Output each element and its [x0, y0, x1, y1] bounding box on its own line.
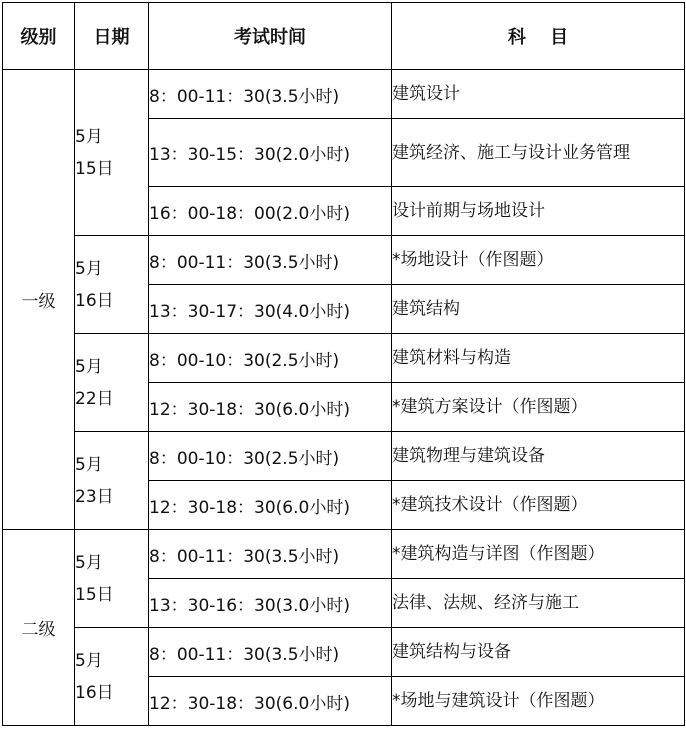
time-cell: 12：30-18：30(6.0小时): [149, 481, 392, 530]
header-subject: 科 目: [392, 3, 685, 70]
time-cell: 16：00-18：00(2.0小时): [149, 187, 392, 236]
table-row: [3, 530, 685, 579]
subject-cell: *场地设计（作图题）: [392, 236, 685, 285]
time-cell: 13：30-16：30(3.0小时): [149, 579, 392, 628]
date-cell: [75, 70, 149, 236]
date-month: 5月: [75, 258, 103, 279]
subject-cell: 建筑物理与建筑设备: [392, 432, 685, 481]
subject-cell: *建筑方案设计（作图题）: [392, 383, 685, 432]
date-day: 22日: [75, 388, 114, 409]
subject-cell: 法律、法规、经济与施工: [392, 579, 685, 628]
time-cell: 13：30-17：30(4.0小时): [149, 285, 392, 334]
time-cell: 13：30-15：30(2.0小时): [149, 119, 392, 187]
date-day: 16日: [75, 682, 114, 703]
date-day: 15日: [75, 584, 114, 605]
time-cell: 8：00-11：30(3.5小时): [149, 236, 392, 285]
exam-schedule-table: [2, 2, 685, 726]
subject-cell: 建筑结构: [392, 285, 685, 334]
subject-cell: 建筑设计: [392, 70, 685, 119]
header-level: 级别: [3, 3, 75, 70]
level-cell: 一级: [3, 70, 75, 530]
date-day: 16日: [75, 290, 114, 311]
date-cell: [75, 628, 149, 726]
date-month: 5月: [75, 552, 103, 573]
date-day: 15日: [75, 158, 114, 179]
date-cell: [75, 236, 149, 334]
subject-cell: 建筑材料与构造: [392, 334, 685, 383]
date-cell: [75, 432, 149, 530]
time-cell: 8：00-11：30(3.5小时): [149, 70, 392, 119]
table-row: [3, 628, 685, 677]
table-row: [3, 432, 685, 481]
subject-cell: *场地与建筑设计（作图题）: [392, 677, 685, 726]
time-cell: 8：00-10：30(2.5小时): [149, 334, 392, 383]
subject-cell: 建筑经济、施工与设计业务管理: [392, 119, 685, 187]
table-row: [3, 334, 685, 383]
table-row: [3, 70, 685, 119]
header-date: 日期: [75, 3, 149, 70]
time-cell: 12：30-18：30(6.0小时): [149, 383, 392, 432]
date-cell: [75, 530, 149, 628]
time-cell: 8：00-11：30(3.5小时): [149, 530, 392, 579]
date-day: 23日: [75, 486, 114, 507]
header-row: [3, 3, 685, 70]
table-row: [3, 236, 685, 285]
date-cell: [75, 334, 149, 432]
date-month: 5月: [75, 356, 103, 377]
date-month: 5月: [75, 126, 103, 147]
date-month: 5月: [75, 454, 103, 475]
header-time: 考试时间: [149, 3, 392, 70]
subject-cell: 建筑结构与设备: [392, 628, 685, 677]
subject-cell: *建筑构造与详图（作图题）: [392, 530, 685, 579]
time-cell: 8：00-11：30(3.5小时): [149, 628, 392, 677]
time-cell: 8：00-10：30(2.5小时): [149, 432, 392, 481]
subject-cell: 设计前期与场地设计: [392, 187, 685, 236]
date-month: 5月: [75, 650, 103, 671]
subject-cell: *建筑技术设计（作图题）: [392, 481, 685, 530]
level-cell: 二级: [3, 530, 75, 726]
time-cell: 12：30-18：30(6.0小时): [149, 677, 392, 726]
